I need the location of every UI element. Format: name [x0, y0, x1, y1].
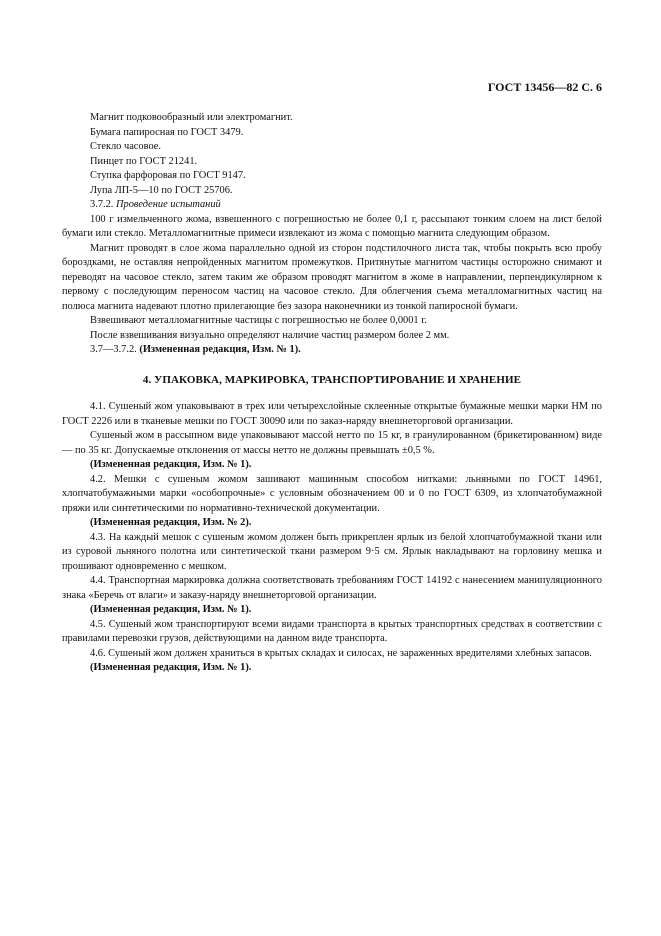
- paragraph: Взвешивают металломагнитные частицы с погрешностью не более 0,0001 г.: [90, 315, 427, 326]
- revision-note: (Измененная редакция, Изм. № 2).: [90, 517, 252, 528]
- paragraph: После взвешивания визуально определяют наличие частиц размером более 2 мм.: [90, 329, 450, 341]
- paragraph: 100 г измельченного жома, взвешенного с погрешностью не более 0,1 г, рассыпают тонким слоем на лист белой бумаги или стекло. Металломагнитные примеси извлекают из жома с помощью магнита следующим образом.: [62, 213, 602, 239]
- revision-note: (Измененная редакция, Изм. № 1).: [90, 662, 252, 673]
- paragraph: Сушеный жом в рассыпном виде упаковывают массой нетто по 15 кг, в гранулированном (брикетированном) виде — по 35 кг. Допускаемые отклонения от массы нетто не должны превышать ±0,5 %.: [62, 430, 602, 456]
- paragraph: 4.4. Транспортная маркировка должна соответствовать требованиям ГОСТ 14192 с нанесением манипуляционного знака «Беречь от влаги» и заказу-наряду внешнеторговой организации.: [62, 575, 602, 601]
- equipment-item: Ступка фарфоровая по ГОСТ 9147.: [90, 170, 246, 181]
- section-title: 4. УПАКОВКА, МАРКИРОВКА, ТРАНСПОРТИРОВАНИЕ И ХРАНЕНИЕ: [142, 373, 522, 386]
- paragraph: 4.5. Сушеный жом транспортируют всеми видами транспорта в крытых транспортных средствах в соответствии с правилами перевозки грузов, действующими на данном виде транспорта.: [62, 618, 602, 644]
- paragraph: 4.1. Сушеный жом упаковывают в трех или четырехслойные склеенные открытые бумажные мешки марки НМ по ГОСТ 2226 или в тканевые мешки по ГОСТ 30090 или по заказ-наряду внешнеторговой организации.: [62, 401, 602, 427]
- equipment-item: Пинцет по ГОСТ 21241.: [90, 155, 198, 167]
- subsection-heading: [62, 198, 602, 213]
- page-header: ГОСТ 13456—82 С. 6: [487, 80, 602, 94]
- subsection-title: Проведение испытаний: [116, 199, 221, 210]
- revision-text: (Измененная редакция, Изм. № 1).: [139, 344, 301, 355]
- equipment-item: Бумага папиросная по ГОСТ 3479.: [90, 126, 244, 138]
- equipment-item: Лупа ЛП-5—10 по ГОСТ 25706.: [90, 184, 233, 196]
- paragraph: 4.3. На каждый мешок с сушеным жомом должен быть прикреплен ярлык из белой хлопчатобумажной ткани или из суровой льняного полотна или синтетической ткани размером 9·5 см. Ярлык накладывают на горловину мешка и прошивают одновременно с мешком.: [62, 531, 602, 572]
- paragraph: 4.2. Мешки с сушеным жомом зашивают машинным способом нитками: льняными по ГОСТ 14961, хлопчатобумажными марки «особопрочные» с условным обозначением 00 и 0 по ГОСТ 6309, из хлопчатобумажной пряжи или синтетическими по нормативно-технической документации.: [62, 473, 602, 514]
- document-body: [62, 111, 602, 676]
- revision-note: (Измененная редакция, Изм. № 1).: [90, 604, 252, 615]
- equipment-item: Стекло часовое.: [90, 141, 161, 152]
- revision-note: (Измененная редакция, Изм. № 1).: [90, 459, 252, 470]
- equipment-item: Магнит подковообразный или электромагнит.: [90, 112, 293, 123]
- revision-prefix: 3.7—3.7.2.: [90, 344, 137, 355]
- paragraph: Магнит проводят в слое жома параллельно одной из сторон подстилочного листа так, чтобы покрыть всю пробу бороздками, не оставляя непройденных магнитом промежутков. Притянутые магнитом частицы осторожно снимают и переводят на часовое стекло, затем таким же образом проводят магнитом в жоме в направлении, перпендикулярном к первому с последующим переносом частиц на часовое стекло. Для облегчения съема металломагнитных частиц на полюса магнита надевают плотно прилегающие без зазора наконечники из тонкой папиросной бумаги.: [62, 242, 602, 312]
- subsection-number: 3.7.2.: [90, 199, 114, 210]
- revision-note: [62, 343, 602, 358]
- paragraph: 4.6. Сушеный жом должен храниться в крытых складах и силосах, не зараженных вредителями хлебных запасов.: [90, 647, 592, 659]
